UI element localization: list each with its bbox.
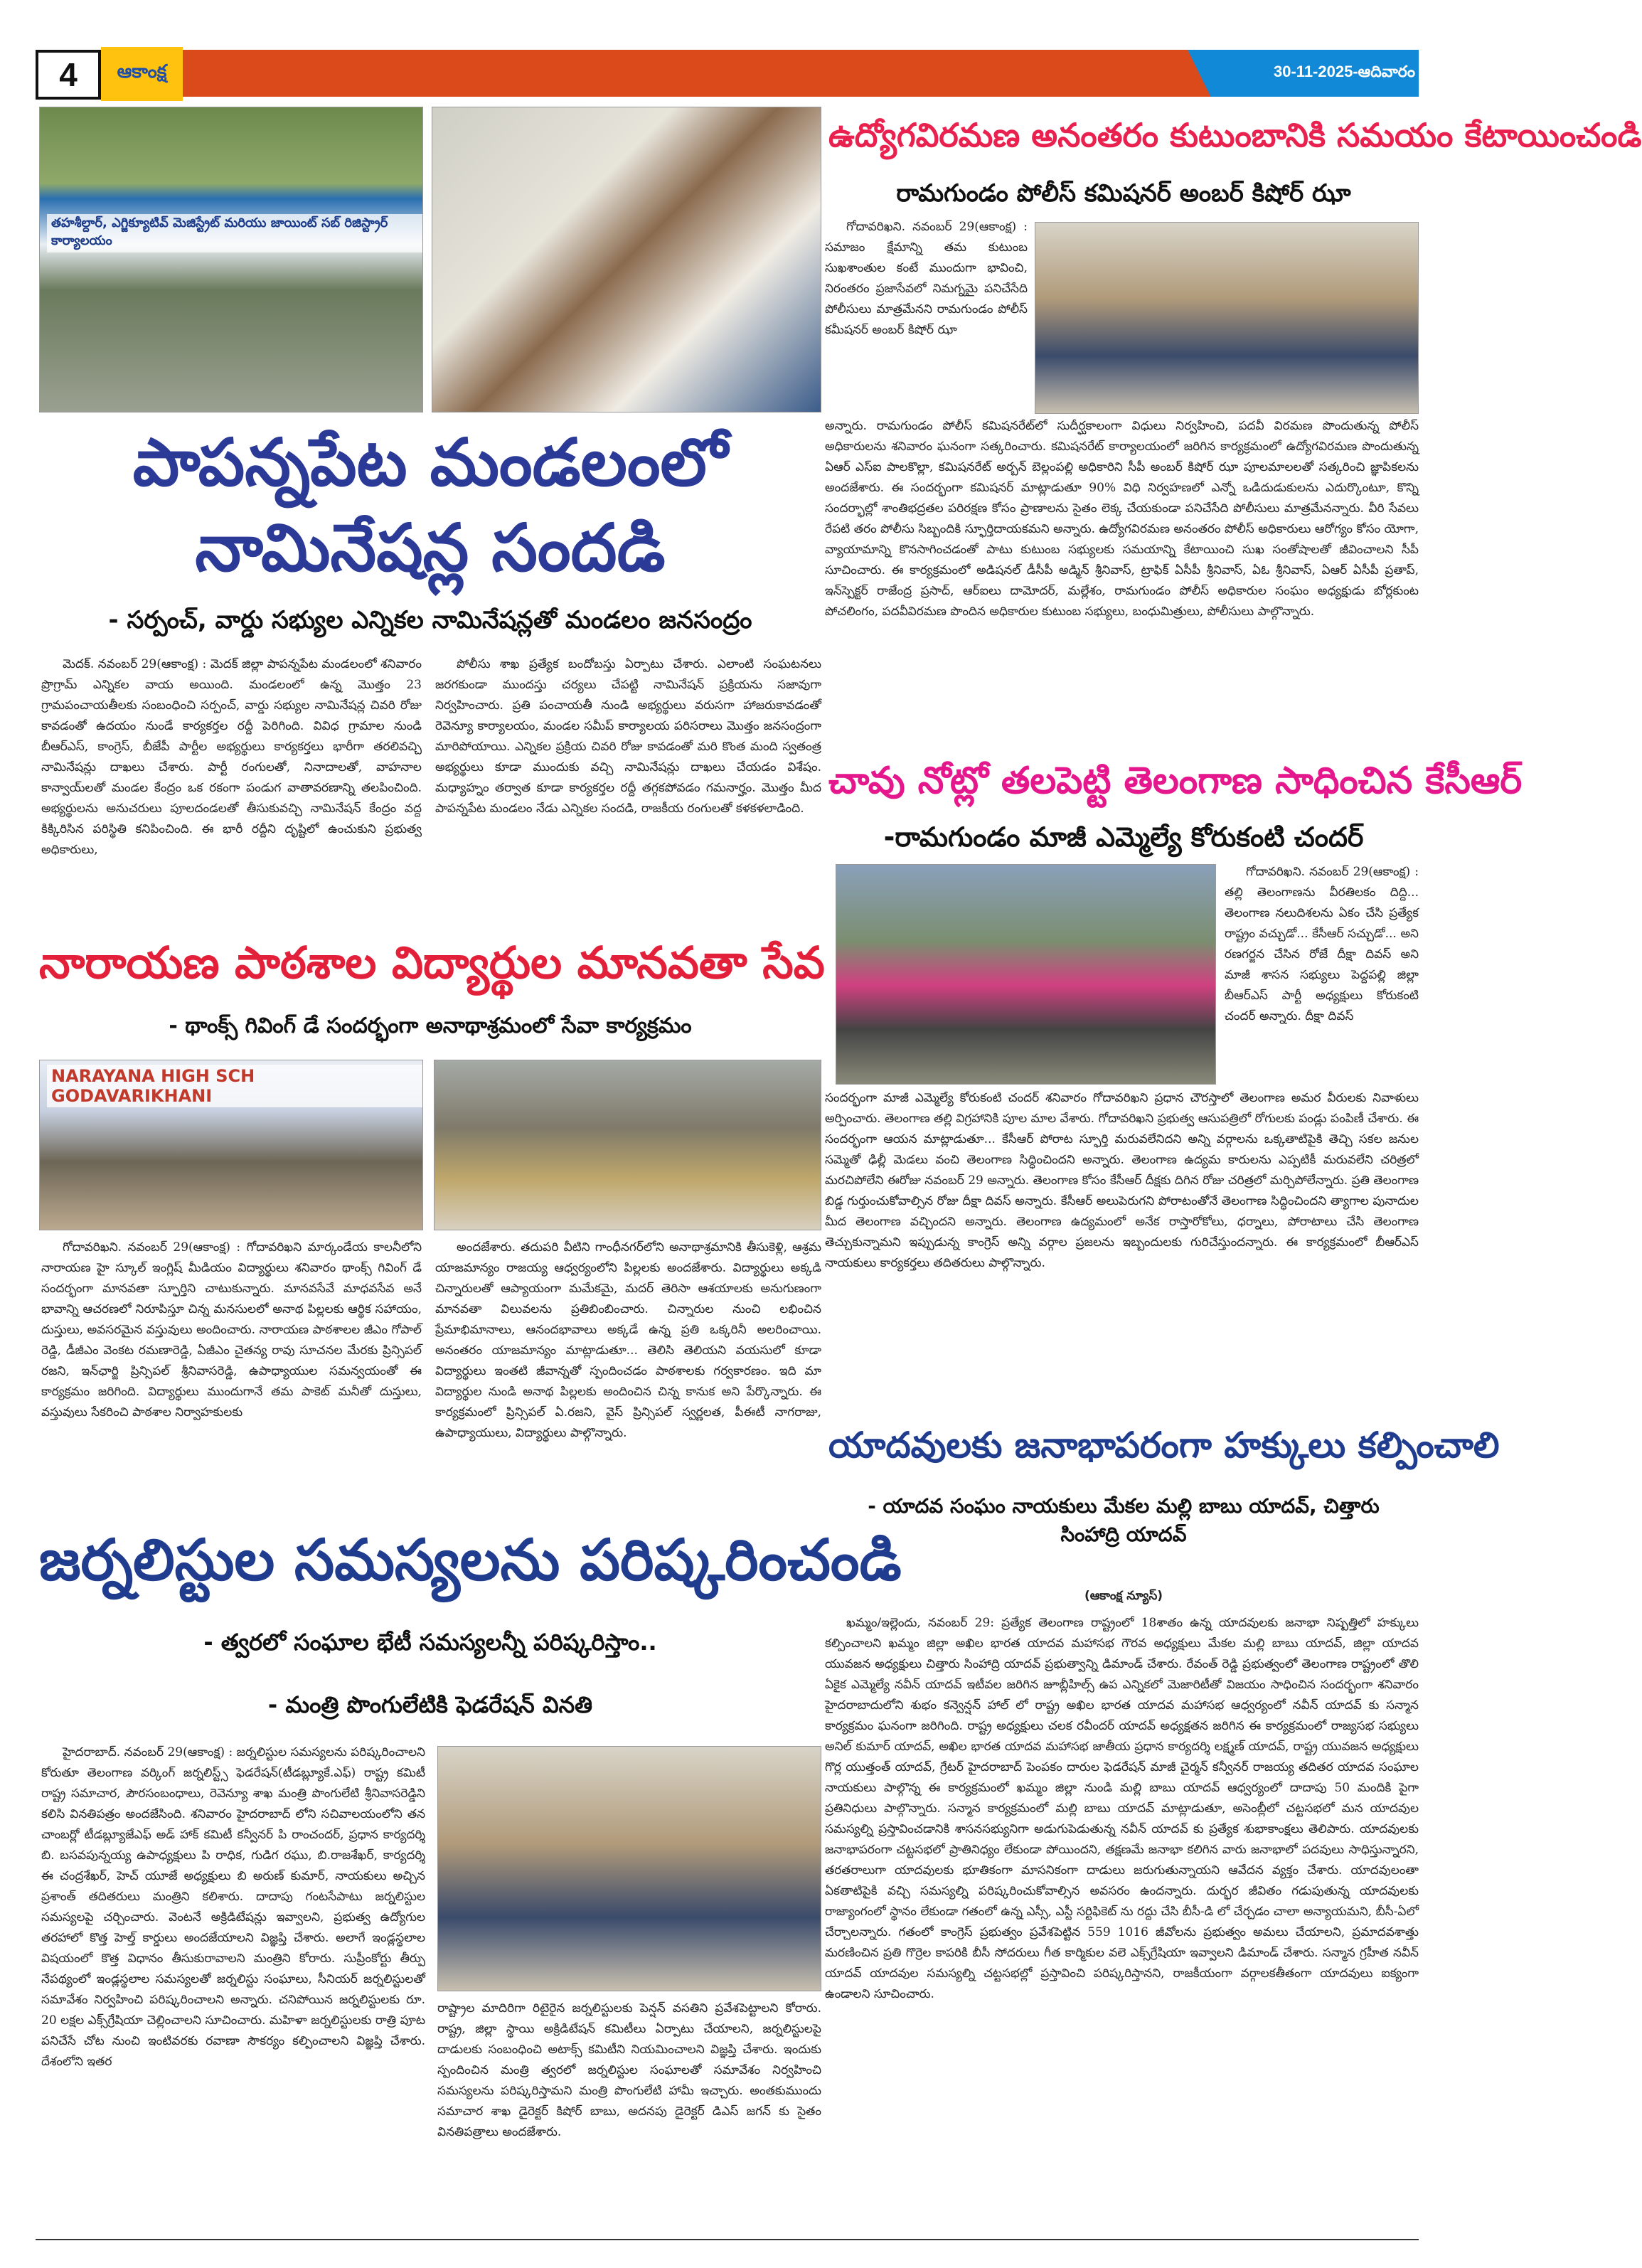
article1-body-col1: మెదక్. నవంబర్ 29(ఆకాంక్ష) : మెదక్ జిల్లా పాపన్నపేట మండలంలో శనివారం ప్రొగ్రామ్ ఎన్నికల వాయ అయింది. మండలంలో ఉన్న మొత్తం 23 గ్రామపంచాయతీలకు సంబంధించి సర్పంచ్, వార్డు సభ్యుల నామినేషన్ల చివరి రోజు కావడంతో ఉదయం నుండే కార్యకర్తల రద్దీ పెరిగింది. వివిధ గ్రామాల నుండి బీఆర్ఎస్, కాంగ్రెస్, బీజేపీ పార్టీల అభ్యర్థులు కార్యకర్తలు భారీగా తరలివచ్చి నామినేషన్లు దాఖలు చేశారు. పార్టీ రంగులతో, నినాదాలతో, వాహనాల కాన్వాయ్‌లతో మండల కేంద్రం ఒక రకంగా పండుగ వాతావరణాన్ని తలపించింది. అభ్యర్థులను అనుచరులు పూలదండలతో తీసుకువచ్చి నామినేషన్ కేంద్రం వద్ద కిక్కిరిసిన పరిస్థితి కనిపించింది. ఈ భారీ రద్దీని దృష్టిలో ఉంచుకుని ప్రభుత్వ అధికారులు,: [41, 657, 422, 857]
article2-subhead: - థాంక్స్ గివింగ్ డే సందర్భంగా అనాథాశ్రమంలో సేవా కార్యక్రమం: [169, 1013, 692, 1038]
article3-body-col1: హైదరాబాద్. నవంబర్ 29(ఆకాంక్ష) : జర్నలిస్టుల సమస్యలను పరిష్కరించాలని కోరుతూ తెలంగాణ వర్కింగ్ జర్నలిస్ట్స్ ఫెడరేషన్(టీడబ్ల్యూకే.ఎఫ్) రాష్ట్ర కమిటీ రాష్ట్ర సమాచార, పౌరసంబంధాలు, రెవెన్యూ శాఖ మంత్రి పొంగులేటి శ్రీనివాసరెడ్డిని కలిసి వినతిపత్రం అందజేసింది. శనివారం హైదరాబాద్ లోని సచివాలయంలోని తన చాంబర్లో టీడబ్ల్యూజేఎఫ్ అడ్ హాక్ కమిటీ కన్వీనర్ పి రాంచందర్, ప్రధాన కార్యదర్శి బి. బసవపున్నయ్య ఉపాధ్యక్షులు పి రాధిక, గుడిగ రఘు, బి.రాజశేఖర్, కార్యదర్శి ఈ చంద్రశేఖర్, హెచ్ యూజే అధ్యక్షులు బి అరుణ్ కుమార్, నాయకులు అచ్చిన ప్రశాంత్ తదితరులు మంత్రిని కలిశారు. దాదాపు గంటసేపాటు జర్నలిస్టుల సమస్యలపై చర్చించారు. వెంటనే అక్రిడిటేషన్లు ఇవ్వాలని, ప్రభుత్వ ఉద్యోగుల తరహాలో కొత్త హెల్త్ కార్డులు అందజేయాలని విజ్ఞప్తి చేశారు. అలాగే ఇండ్లస్థలాల విషయంలో కొత్త విధానం తీసుకురావాలని మంత్రిని కోరారు. సుప్రీంకోర్టు తీర్పు నేపథ్యంలో ఇండ్లస్థలాల సమస్యలతో జర్నలిస్టు సంఘాలు, సీనియర్ జర్నలిస్టులతో సమావేశం నిర్వహించి పరిష్కరించాలని అన్నారు. చనిపోయిన జర్నలిస్టులకు రూ. 20 లక్షల ఎక్స్‌గ్రేషియా చెల్లించాలని సూచించారు. మహిళా జర్నలిస్టులకు రాత్రి పూట పనిచేసే చోట నుంచి ఇంటివరకు రవాణా సౌకర్యం కల్పించాలని విజ్ఞప్తి చేశారు. దేశంలోని ఇతర: [41, 1745, 425, 2069]
article6-subhead: - యాదవ సంఘం నాయకులు మేకల మల్లి బాబు యాదవ్, చిత్తారు సింహాద్రి యాదవ్: [868, 1494, 1380, 1546]
article5-intro: గోదావరిఖని. నవంబర్ 29(ఆకాంక్ష) : తల్లి తెలంగాణను వీరతిలకం దిద్ది... తెలంగాణ నలుదిశలను ఏకం చేసి ప్రత్యేక రాష్ట్రం వచ్చుడో... కేసీఆర్ సచ్చుడో... అని రణగర్జన చేసిన రోజే దీక్షా దివస్ అని మాజీ శాసన సభ్యులు పెద్దపల్లి జిల్లా బీఆర్ఎస్ పార్టీ అధ్యక్షులు కోరుకంటి చందర్ అన్నారు. దీక్షా దివస్: [1225, 865, 1419, 1023]
newspaper-logo: ఆకాంక్ష: [101, 47, 183, 101]
article1-headline-line2: నామినేషన్ల సందడి: [195, 510, 666, 586]
article1-subhead: - సర్పంచ్, వార్డు సభ్యుల ఎన్నికల నామినేషన్లతో మండలం జనసంద్రం: [108, 606, 752, 634]
article5-body: సందర్భంగా మాజీ ఎమ్మెల్యే కోరుకంటి చందర్ శనివారం గోదావరిఖని ప్రధాన చౌరస్తాలో తెలంగాణ అమర వీరులకు నివాళులు అర్పించారు. తెలంగాణ తల్లి విగ్రహానికి పూల మాల వేశారు. గోదావరిఖని ప్రభుత్వ ఆసుపత్రిలో రోగులకు పండ్లు పంపిణీ చేశారు. ఈ సందర్భంగా ఆయన మాట్లాడుతూ... కేసీఆర్ పోరాట స్ఫూర్తి మరువలేనిదని అన్ని వర్గాలను ఒక్కతాటిపైకి తెచ్చి సకల జనుల సమ్మెతో ఢిల్లీ మెడలు వంచి తెలంగాణ సిద్ధించిందని అన్నారు. తెలంగాణ ఉద్యమ కారులను ఎప్పటికీ మరువలేని చరిత్రలో మరచిపోలేని ఈరోజు నవంబర్ 29 అన్నారు. తెలంగాణ కోసం కేసీఆర్ దీక్షకు దిగిన రోజు చరిత్రలో మర్చిపోలేన్నారు. ప్రతి తెలంగాణ బిడ్డ గుర్తుంచుకోవాల్సిన రోజు దీక్షా దివస్ అన్నారు. కేసీఆర్ అలుపెరుగని పోరాటంతోనే తెలంగాణ సిద్ధించిందని త్యాగాల పునాదుల మీద తెలంగాణ వచ్చిందని అన్నారు. తెలంగాణ ఉద్యమంలో అనేక రాస్తారోకోలు, ధర్నాలు, పోరాటాలు చేసి తెలంగాణ తెచ్చుకున్నామని ఇప్పుడున్న కాంగ్రెస్ అన్ని వర్గాల ప్రజలను ఇబ్బందులకు గురిచేస్తుందన్నారు. ఈ కార్యక్రమంలో బీఆర్ఎస్ నాయకులు కార్యకర్తలు తదితరులు పాల్గొన్నారు.: [825, 1091, 1419, 1270]
article4-body: అన్నారు. రామగుండం పోలీస్ కమిషనరేట్‌లో సుదీర్ఘకాలంగా విధులు నిర్వహించి, పదవీ విరమణ పొందుతున్న పోలీస్ అధికారులను శనివారం ఘనంగా సత్కరించారు. కమిషనరేట్ కార్యాలయంలో జరిగిన కార్యక్రమంలో ఉద్యోగవిరమణ పొందుతున్న ఏఆర్ ఎస్ఐ పాలకొల్లా, కమిషనరేట్ అర్బన్ బెల్లంపల్లి అధికారిని సీపీ అంబర్ కిషోర్ ఝా పూలమాలలతో సత్కరించి జ్ఞాపికలను అందజేశారు. ఈ సందర్భంగా కమిషనర్ మాట్లాడుతూ 90% విధి నిర్వహణలో ఎన్నో ఒడిదుడుకులను ఎదుర్కొంటూ, కొన్ని సందర్భాల్లో శాంతిభద్రతల పరిరక్షణ కోసం ప్రాణాలను సైతం లెక్క చేయకుండా పనిచేసేది పోలీసులు మాత్రమేనన్నారు. వీరి సేవలు రేపటి తరం పోలీసు సిబ్బందికి స్ఫూర్తిదాయకమని అన్నారు. ఉద్యోగవిరమణ అనంతరం పోలీస్ అధికారులు ఆరోగ్యం కోసం యోగా, వ్యాయామాన్ని కొనసాగించడంతో పాటు కుటుంబ సభ్యులకు సమయాన్ని కేటాయించి సుఖ సంతోషాలతో జీవించాలని సీపీ సూచించారు. ఈ కార్యక్రమంలో అడిషనల్ డీసీపీ అడ్మిన్ శ్రీనివాస్, ట్రాఫిక్ ఏసీపీ శ్రీనివాస్, ఏఓ శ్రీనివాస్, ఏఆర్ ఏసీపీ ప్రతాప్, ఇన్‌స్పెక్టర్ రాజేంద్ర ప్రసాద్, ఆర్ఐలు దామోదర్, మల్లేశం, రామగుండం పోలీస్ అధికారుల సంఘం అధ్యక్షుడు బోర్లకుంట పోచలింగం, పదవీవిరమణ పొందిన అధికారుల కుటుంబ సభ్యులు, బంధుమిత్రులు, పోలీసులు పాల్గొన్నారు.: [825, 419, 1419, 619]
article1-headline-line1: పాపన్నపేట మండలంలో: [132, 425, 728, 501]
photo-orphanage-children: [434, 1060, 821, 1230]
article3-subhead1: - త్వరలో సంఘాల భేటీ సమస్యలన్నీ పరిష్కరిస్తాం..: [203, 1629, 657, 1656]
article4-intro: గోదావరిఖని. నవంబర్ 29(ఆకాంక్ష) : సమాజం క్షేమాన్ని తమ కుటుంబ సుఖశాంతుల కంటే ముందుగా భావించి, నిరంతరం ప్రజాసేవలో నిమగ్నమై పనిచేసేది పోలీసులు మాత్రమేనని రామగుండం పోలీస్ కమీషనర్ అంబర్ కిషోర్ ఝా: [825, 220, 1028, 337]
article3-headline: జర్నలిస్టుల సమస్యలను పరిష్కరించండి: [39, 1527, 902, 1593]
article1-body-col2: పోలీసు శాఖ ప్రత్యేక బందోబస్తు ఏర్పాటు చేశారు. ఎలాంటి సంఘటనలు జరగకుండా ముందస్తు చర్యలు చేపట్టి నామినేషన్ ప్రక్రియను సజావుగా నిర్వహించారు. ప్రతి పంచాయతీ నుండి అభ్యర్థులు వరుసగా హాజరుకావడంతో రెవెన్యూ కార్యాలయం, మండల సమీప్ కార్యాలయ పరిసరాలు మొత్తం జనసంద్రంగా మారిపోయాయి. ఎన్నికల ప్రక్రియ చివరి రోజు కావడంతో మరి కొంత మంది స్వతంత్ర అభ్యర్థులు కూడా ముందుకు వచ్చి నామినేషన్లు దాఖలు చేయడం విశేషం. మధ్యాహ్నం తర్వాత కూడా కార్యకర్తల రద్దీ తగ్గకపోవడం గమనార్హం. మొత్తం మీద పాపన్నపేట మండలం నేడు ఎన్నికల సందడి, రాజకీయ రంగులతో కళకళలాడింది.: [435, 657, 821, 816]
article3-body-col2: రాష్ట్రాల మాదిరిగా రిటైరైన జర్నలిస్టులకు పెన్షన్ వసతిని ప్రవేశపెట్టాలని కోరారు. రాష్ట్ర, జిల్లా స్థాయి అక్రిడిటేషన్ కమిటీలు ఏర్పాటు చేయాలని, జర్నలిస్టులపై దాడులకు సంబంధించి అటాక్స్ కమిటీని నియమించాలని విజ్ఞప్తి చేశారు. ఇందుకు స్పందించిన మంత్రి త్వరలో జర్నలిస్టుల సంఘాలతో సమావేశం నిర్వహించి సమస్యలను పరిష్కరిస్తామని మంత్రి పొంగులేటి హామీ ఇచ్చారు. అంతకుముందు సమాచార శాఖ డైరెక్టర్ కిషోర్ బాబు, అదనపు డైరెక్టర్ డిఎస్ జగన్ కు సైతం వినతిపత్రాలు అందజేశారు.: [437, 2001, 821, 2139]
photo-police-felicitation: [1035, 222, 1419, 414]
photo-nomination-desk: [432, 107, 821, 412]
photo-minister-meeting: [437, 1746, 821, 1991]
bottom-rule: [36, 2239, 1419, 2240]
article6-credit: (ఆకాంక్ష న్యూస్): [1084, 1589, 1163, 1603]
page-number: 4: [36, 50, 101, 100]
article2-headline: నారాయణ పాఠశాల విద్యార్థుల మానవతా సేవ: [39, 937, 825, 989]
school-banner-text: NARAYANA HIGH SCH GODAVARIKHANI: [47, 1065, 422, 1107]
photo-deeksha-divas: [836, 864, 1216, 1085]
issue-date: 30-11-2025-ఆదివారం: [1274, 62, 1415, 80]
photo-narayana-students: [39, 1060, 423, 1230]
article3-subhead2: - మంత్రి పొంగులేటికి ఫెడరేషన్ వినతి: [267, 1691, 593, 1718]
masthead: [36, 50, 1419, 100]
photo-tahsildar-office: [39, 107, 423, 412]
article4-headline: ఉద్యోగవిరమణ అనంతరం కుటుంబానికి సమయం కేటాయించండి: [828, 116, 1642, 154]
article5-subhead: -రామగుండం మాజీ ఎమ్మెల్యే కోరుకంటి చందర్: [883, 821, 1364, 853]
office-board-text: తహశీల్దార్, ఎగ్జిక్యూటివ్ మెజిస్ట్రేట్ మరియు జాయింట్ సబ్ రిజిస్ట్రార్ కార్యాలయం: [47, 214, 422, 252]
article6-headline: యాదవులకు జనాభాపరంగా హక్కులు కల్పించాలి: [828, 1425, 1500, 1466]
article4-subhead: రామగుండం పోలీస్ కమిషనర్ అంబర్ కిషోర్ ఝా: [896, 179, 1351, 208]
article2-body-col1: గోదావరిఖని. నవంబర్ 29(ఆకాంక్ష) : గోదావరిఖని మార్కండేయ కాలనీలోని నారాయణ హై స్కూల్ ఇంగ్లిష్ మీడియం విద్యార్థులు శనివారం థాంక్స్ గివింగ్ డే సందర్భంగా మానవతా స్ఫూర్తిని చాటుకున్నారు. మానవసేవే మాధవసేవ అనే భావాన్ని ఆచరణలో నిరూపిస్తూ చిన్న మనసులలో అనాథ పిల్లలకు ఆర్థిక సహాయం, దుస్తులు, అవసరమైన వస్తువులు అందించారు. నారాయణ పాఠశాలల జీఎం గోపాల్ రెడ్డి, డీజీఎం వెంకట రమణారెడ్డి, ఏజీఎం చైతన్య రావు సూచనల మేరకు ప్రిన్సిపల్ రజని, ఇన్‌ఛార్జి ప్రిన్సిపల్ శ్రీనివాసరెడ్డి, ఉపాధ్యాయుల సమన్వయంతో ఈ కార్యక్రమం జరిగింది. విద్యార్థులు ముందుగానే తమ పాకెట్ మనీతో దుస్తులు, వస్తువులు సేకరించి పాఠశాల నిర్వాహకులకు: [41, 1240, 422, 1420]
header-band: [183, 50, 1249, 97]
article5-headline: చావు నోట్లో తలపెట్టి తెలంగాణ సాధించిన కేసీఆర్: [828, 760, 1523, 802]
article6-body: ఖమ్మం/ఇల్లెందు, నవంబర్ 29: ప్రత్యేక తెలంగాణ రాష్ట్రంలో 18శాతం ఉన్న యాదవులకు జనాభా నిష్పత్తిలో హక్కులు కల్పించాలని ఖమ్మం జిల్లా అఖిల భారత యాదవ మహాసభ గౌరవ అధ్యక్షులు మేకల మల్లి బాబు యాదవ్, జిల్లా యాదవ యువజన అధ్యక్షులు చిత్తారు సింహాద్రి యాదవ్ ప్రభుత్వాన్ని డిమాండ్ చేశారు. రేవంత్ రెడ్డి ప్రభుత్వంలో తెలంగాణ రాష్ట్రంలో తొలి ఏకైక ఎమ్మెల్యే నవీన్ యాదవ్ ఇటీవల జరిగిన జూబ్లీహిల్స్ ఉప ఎన్నికలో మెజారిటీతో విజయం సాధించిన సందర్భంగా శనివారం హైదరాబాదులోని శుభం కన్వెన్షన్ హాల్ లో రాష్ట్ర అఖిల భారత యాదవ మహాసభ ఆధ్వర్యంలో నవీన్ యాదవ్ కు సన్మాన కార్యక్రమం ఘనంగా జరిగింది. రాష్ట్ర అధ్యక్షులు చలక రవీందర్ యాదవ్ అధ్యక్షతన జరిగిన ఈ కార్యక్రమంలో రాజ్యసభ సభ్యులు అనిల్ కుమార్ యాదవ్, అఖిల భారత యాదవ మహాసభ జాతీయ ప్రధాన కార్యదర్శి లక్ష్మణ్ యాదవ్, రాష్ట్ర యువజన అధ్యక్షులు గొర్ల యుత్తంత్ యాదవ్, గ్రేటర్ హైదరాబాద్ పెంపకం దారుల ఫెడరేషన్ మాజీ చైర్మన్ కన్వీనర్ రాజయ్య తదితర యాదవ సంఘాల నాయకులు పాల్గొన్న ఈ కార్యక్రమంలో ఖమ్మం జిల్లా నుండి మల్లి బాబు యాదవ్ ఆధ్వర్యంలో దాదాపు 50 మందికి పైగా ప్రతినిధులు పాల్గొన్నారు. సన్మాన కార్యక్రమంలో మల్లి బాబు యాదవ్ మాట్లాడుతూ, అసెంబ్లీలో చట్టసభలో మన యాదవుల సమస్యల్ని ప్రస్తావించడానికి శాసనసభ్యునిగా అడుగుపెడుతున్న నవీన్ యాదవ్ కు ప్రత్యేక శుభాకాంక్షలు తెలిపారు. యాదవులకు జనాభాపరంగా చట్టసభలో ప్రాతినిధ్యం లేకుండా పోయిందని, తక్షణమే జనాభా కలిగిన వారు జనాభాలో పదవులు సాధిస్తున్నారని, తరతరాలుగా యాదవులకు భూతికంగా మాసనికంగా దాడులు జరుగుతున్నాయని ఆవేదన వ్యక్తం చేశారు. యాదవులంతా ఏకతాటిపైకి వచ్చి సమస్యల్ని పరిష్కరించుకోవాల్సిన అవసరం ఉందన్నారు. దుర్భర జీవితం గడుపుతున్న యాదవులకు రాజ్యాంగంలో స్థానం లేకుండా గతంలో ఉన్న ఎస్సీ, ఎస్టీ సర్టిఫికెట్ ను రద్దు చేసి బీసీ-డి లో చేర్చడం చాలా అన్యాయమని, బీసీ-ఏలో చేర్చాలన్నారు. గతంలో కాంగ్రెస్ ప్రభుత్వం ప్రవేశపెట్టిన 559 1016 జీవోలను ప్రభుత్వం అమలు చేయాలని, ప్రమాదవశాత్తు మరణించిన ప్రతి గొర్రెల కాపరికి బీసీ సోదరులు గీత కార్మికుల వలె ఎక్స్‌గ్రేషియా ఇవ్వాలని డిమాండ్ చేశారు. సన్మాన గ్రహీత నవీన్ యాదవ్ యాదవుల సమస్యల్ని చట్టసభల్లో ప్రస్తావించి పరిష్కరిస్తానని, రాజకీయంగా వర్గాలకతీతంగా యాదవులు ఐక్యంగా ఉండాలని సూచించారు.: [825, 1616, 1419, 2001]
article2-body-col2: అందజేశారు. తదుపరి వీటిని గాంధీనగర్‌లోని అనాథాశ్రమానికి తీసుకెళ్లి, ఆశ్రమ యాజమాన్యం రాజయ్య ఆధ్వర్యంలోని పిల్లలకు అందజేశారు. విద్యార్థులు అక్కడి చిన్నారులతో ఆప్యాయంగా మమేకమై, మదర్ తెరిసా ఆశయాలకు అనుగుణంగా మానవతా విలువలను ప్రతిబింబించారు. చిన్నారుల నుంచి లభించిన ప్రేమాభిమానాలు, ఆనందభావాలు అక్కడే ఉన్న ప్రతి ఒక్కరినీ అలరించాయి. అనంతరం యాజమాన్యం మాట్లాడుతూ... తెలిసి తెలియని వయసులో కూడా విద్యార్థులు ఇంతటి జీవాన్నతో స్పందించడం పాఠశాలకు గర్వకారణం. ఇది మా విద్యార్థుల నుండి అనాథ పిల్లలకు అందించిన చిన్న కానుక అని పేర్కొన్నారు. ఈ కార్యక్రమంలో ప్రిన్సిపల్ ఏ.రజని, వైస్ ప్రిన్సిపల్ స్వర్ణలత, పీఈటీ నాగరాజు, ఉపాధ్యాయులు, విద్యార్థులు పాల్గొన్నారు.: [435, 1240, 821, 1440]
